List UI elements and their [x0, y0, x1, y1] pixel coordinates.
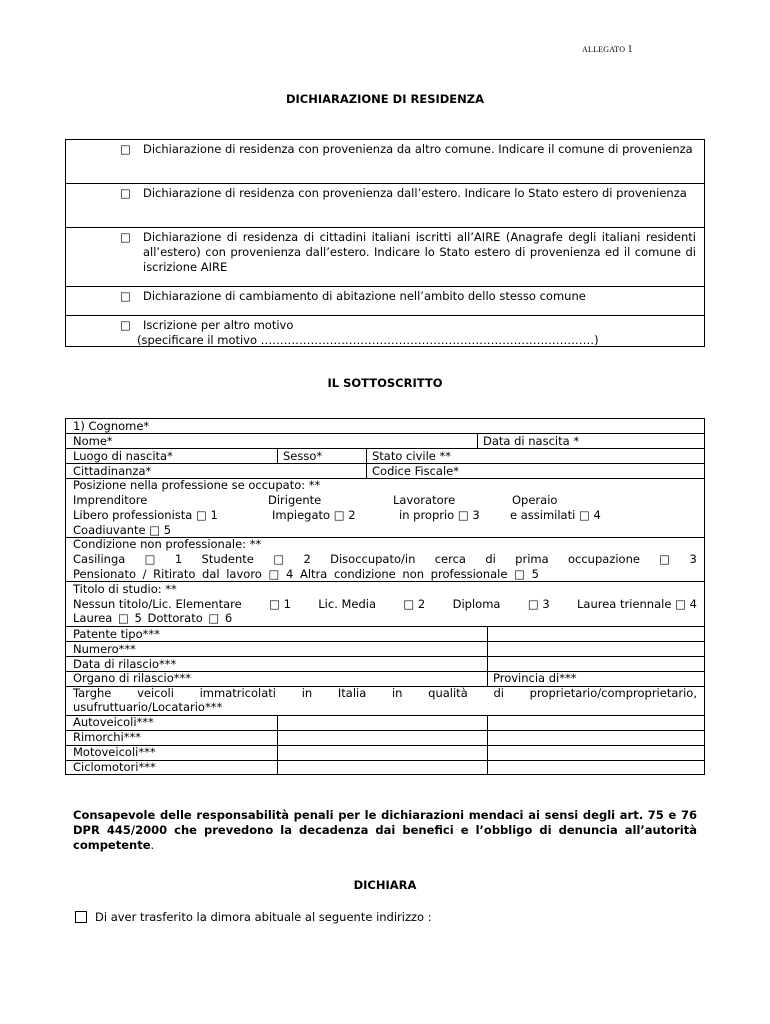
- posizione-coadiuvante[interactable]: Coadiuvante □ 5: [73, 523, 172, 537]
- ciclomotori-field[interactable]: Ciclomotori***: [73, 760, 156, 774]
- posizione-in-proprio[interactable]: in proprio □ 3: [399, 508, 480, 522]
- sesso-field[interactable]: Sesso*: [283, 449, 323, 463]
- posizione-dirigente: Dirigente: [268, 493, 322, 507]
- condizione-row-2[interactable]: Pensionato / Ritirato dal lavoro □ 4 Altra condizione non professionale □ 5: [73, 567, 539, 581]
- option-label: Dichiarazione di residenza di cittadini italiani iscritti all’AIRE (Anagrafe degli italiani residenti all’estero) con provenienza dall’estero. Indicare lo Stato estero di provenienza ed il comune di iscrizione AIRE: [143, 230, 696, 274]
- motoveicoli-field[interactable]: Motoveicoli***: [73, 745, 156, 759]
- option-estero[interactable]: [66, 184, 704, 228]
- stato-civile-field[interactable]: Stato civile **: [372, 449, 452, 463]
- motivo-field[interactable]: (specificare il motivo ……………………………………………………………………………): [137, 333, 599, 347]
- nome-field[interactable]: Nome*: [73, 434, 113, 448]
- titolo-studio-row-2[interactable]: Laurea □ 5 Dottorato □ 6: [73, 611, 233, 625]
- codice-fiscale-field[interactable]: Codice Fiscale*: [372, 464, 459, 478]
- patente-tipo-field[interactable]: Patente tipo***: [73, 627, 160, 641]
- option-label: Iscrizione per altro motivo: [143, 318, 294, 332]
- posizione-libero-professionista[interactable]: Libero professionista □ 1: [73, 508, 218, 522]
- data-rilascio-field[interactable]: Data di rilascio***: [73, 657, 177, 671]
- titolo-studio-row-1[interactable]: Nessun titolo/Lic. Elementare □ 1 Lic. Media □ 2 Diploma □ 3 Laurea triennale □ 4: [73, 597, 697, 611]
- posizione-operaio: Operaio: [512, 493, 558, 507]
- posizione-imprenditore: Imprenditore: [73, 493, 148, 507]
- option-label: Dichiarazione di residenza con provenienza da altro comune. Indicare il comune di provenienza: [143, 142, 693, 156]
- page-title: DICHIARAZIONE DI RESIDENZA: [285, 92, 485, 106]
- cittadinanza-field[interactable]: Cittadinanza*: [73, 464, 152, 478]
- section-title-dichiara: DICHIARA: [353, 878, 417, 892]
- posizione-lavoratore: Lavoratore: [393, 493, 456, 507]
- sottoscritto-form: [65, 418, 705, 775]
- option-aire[interactable]: [66, 228, 704, 287]
- rimorchi-field[interactable]: Rimorchi***: [73, 730, 141, 744]
- option-altro-comune[interactable]: [66, 140, 704, 184]
- dimora-label: Di aver trasferito la dimora abituale al seguente indirizzo :: [95, 910, 432, 924]
- organo-rilascio-field[interactable]: Organo di rilascio***: [73, 671, 192, 685]
- luogo-nascita-field[interactable]: Luogo di nascita*: [73, 449, 173, 463]
- targhe-row-2: usufruttuario/Locatario***: [73, 700, 223, 714]
- checkbox-icon[interactable]: □: [120, 289, 131, 303]
- options-box: [65, 139, 705, 347]
- option-label: Dichiarazione di cambiamento di abitazione nell’ambito dello stesso comune: [143, 289, 586, 303]
- checkbox-icon[interactable]: □: [120, 142, 131, 156]
- data-nascita-field[interactable]: Data di nascita *: [483, 434, 580, 448]
- option-label: Dichiarazione di residenza con provenienza dall’estero. Indicare lo Stato estero di provenienza: [143, 186, 687, 200]
- allegato-label: ALLEGATO 1: [582, 44, 633, 55]
- condizione-label: Condizione non professionale: **: [73, 537, 262, 551]
- condizione-row-1[interactable]: Casilinga □ 1 Studente □ 2 Disoccupato/in cerca di prima occupazione □ 3: [73, 552, 697, 566]
- dimora-checkbox[interactable]: [75, 911, 87, 923]
- titolo-studio-label: Titolo di studio: **: [73, 582, 177, 596]
- checkbox-icon[interactable]: □: [120, 318, 131, 332]
- posizione-impiegato[interactable]: Impiegato □ 2: [272, 508, 356, 522]
- posizione-assimilati[interactable]: e assimilati □ 4: [510, 508, 601, 522]
- numero-field[interactable]: Numero***: [73, 642, 136, 656]
- option-altro-motivo[interactable]: [66, 316, 704, 346]
- cognome-field[interactable]: 1) Cognome*: [73, 419, 150, 433]
- section-title-sottoscritto: IL SOTTOSCRITTO: [327, 376, 443, 390]
- targhe-row-1: Targhe veicoli immatricolati in Italia in qualità di proprietario/comproprietario,: [73, 686, 697, 700]
- autoveicoli-field[interactable]: Autoveicoli***: [73, 715, 154, 729]
- consapevole-paragraph: Consapevole delle responsabilità penali per le dichiarazioni mendaci ai sensi degli art. 75 e 76 DPR 445/2000 che prevedono la decadenza dai benefici e l’obbligo di denuncia all’autorità competente.: [73, 808, 697, 852]
- posizione-label: Posizione nella professione se occupato: **: [73, 478, 321, 492]
- checkbox-icon[interactable]: □: [120, 230, 131, 244]
- option-cambio-abitazione[interactable]: [66, 287, 704, 316]
- checkbox-icon[interactable]: □: [120, 186, 131, 200]
- provincia-field[interactable]: Provincia di***: [493, 671, 577, 685]
